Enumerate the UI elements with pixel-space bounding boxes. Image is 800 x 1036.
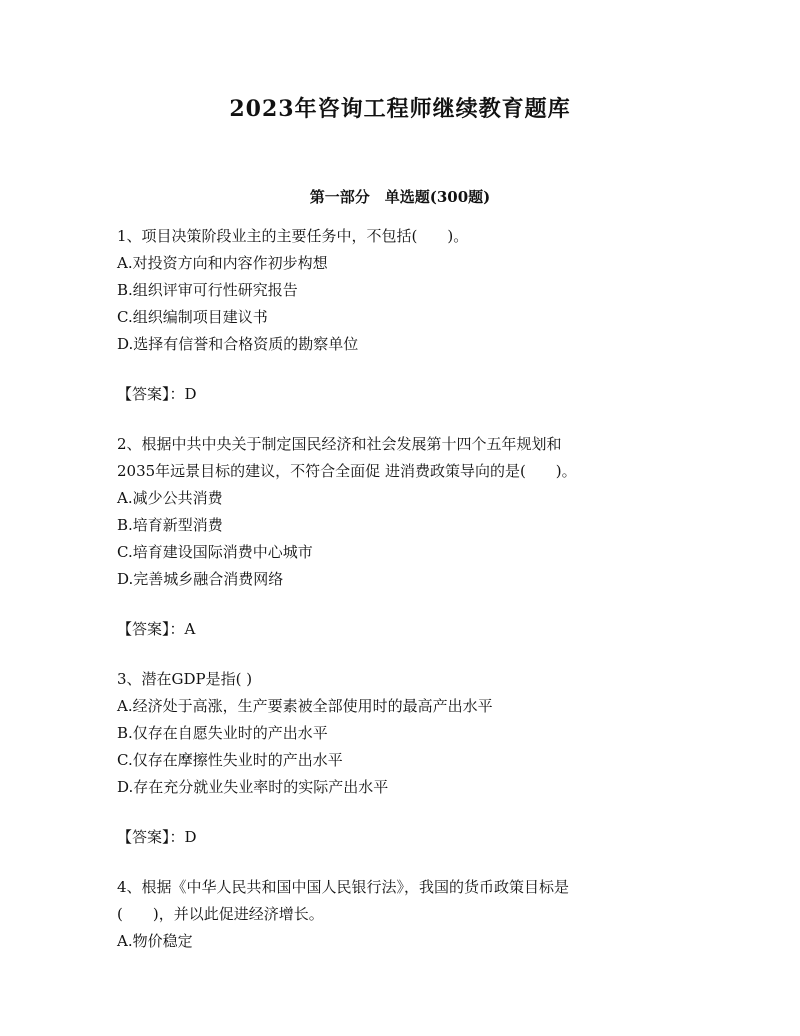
question-2 — [117, 431, 697, 643]
question-3 — [117, 666, 697, 851]
document-title: 2023年咨询工程师继续教育题库 — [229, 96, 571, 122]
answer: 【答案】：D — [117, 828, 197, 846]
question-text: 1、项目决策阶段业主的主要任务中，不包括( )。 — [117, 227, 469, 245]
option-c: C.仅存在摩擦性失业时的产出水平 — [117, 751, 343, 769]
question-text: 2035年远景目标的建议，不符合全面促 进消费政策导向的是( )。 — [117, 462, 577, 480]
option-d: D.选择有信誉和合格资质的勘察单位 — [117, 335, 359, 353]
option-a: A.对投资方向和内容作初步构想 — [117, 254, 328, 272]
option-c: C.组织编制项目建议书 — [117, 308, 268, 326]
option-a: A.物价稳定 — [117, 932, 193, 950]
question-1 — [117, 223, 697, 408]
question-4 — [117, 874, 697, 955]
question-list — [117, 223, 697, 955]
option-a: A.减少公共消费 — [117, 489, 223, 507]
question-text: ( )，并以此促进经济增长。 — [117, 905, 324, 923]
question-text: 2、根据中共中央关于制定国民经济和社会发展第十四个五年规划和 — [117, 435, 562, 453]
option-d: D.完善城乡融合消费网络 — [117, 570, 284, 588]
answer: 【答案】：D — [117, 385, 197, 403]
section-title: 第一部分 单选题(300题) — [309, 188, 491, 206]
answer: 【答案】：A — [117, 620, 196, 638]
option-b: B.培育新型消费 — [117, 516, 223, 534]
option-b: B.仅存在自愿失业时的产出水平 — [117, 724, 328, 742]
question-text: 4、根据《中华人民共和国中国人民银行法》，我国的货币政策目标是 — [117, 878, 570, 896]
option-a: A.经济处于高涨，生产要素被全部使用时的最高产出水平 — [117, 697, 493, 715]
option-b: B.组织评审可行性研究报告 — [117, 281, 298, 299]
question-text: 3、潜在GDP是指( ) — [117, 670, 253, 688]
option-c: C.培育建设国际消费中心城市 — [117, 543, 313, 561]
option-d: D.存在充分就业失业率时的实际产出水平 — [117, 778, 389, 796]
